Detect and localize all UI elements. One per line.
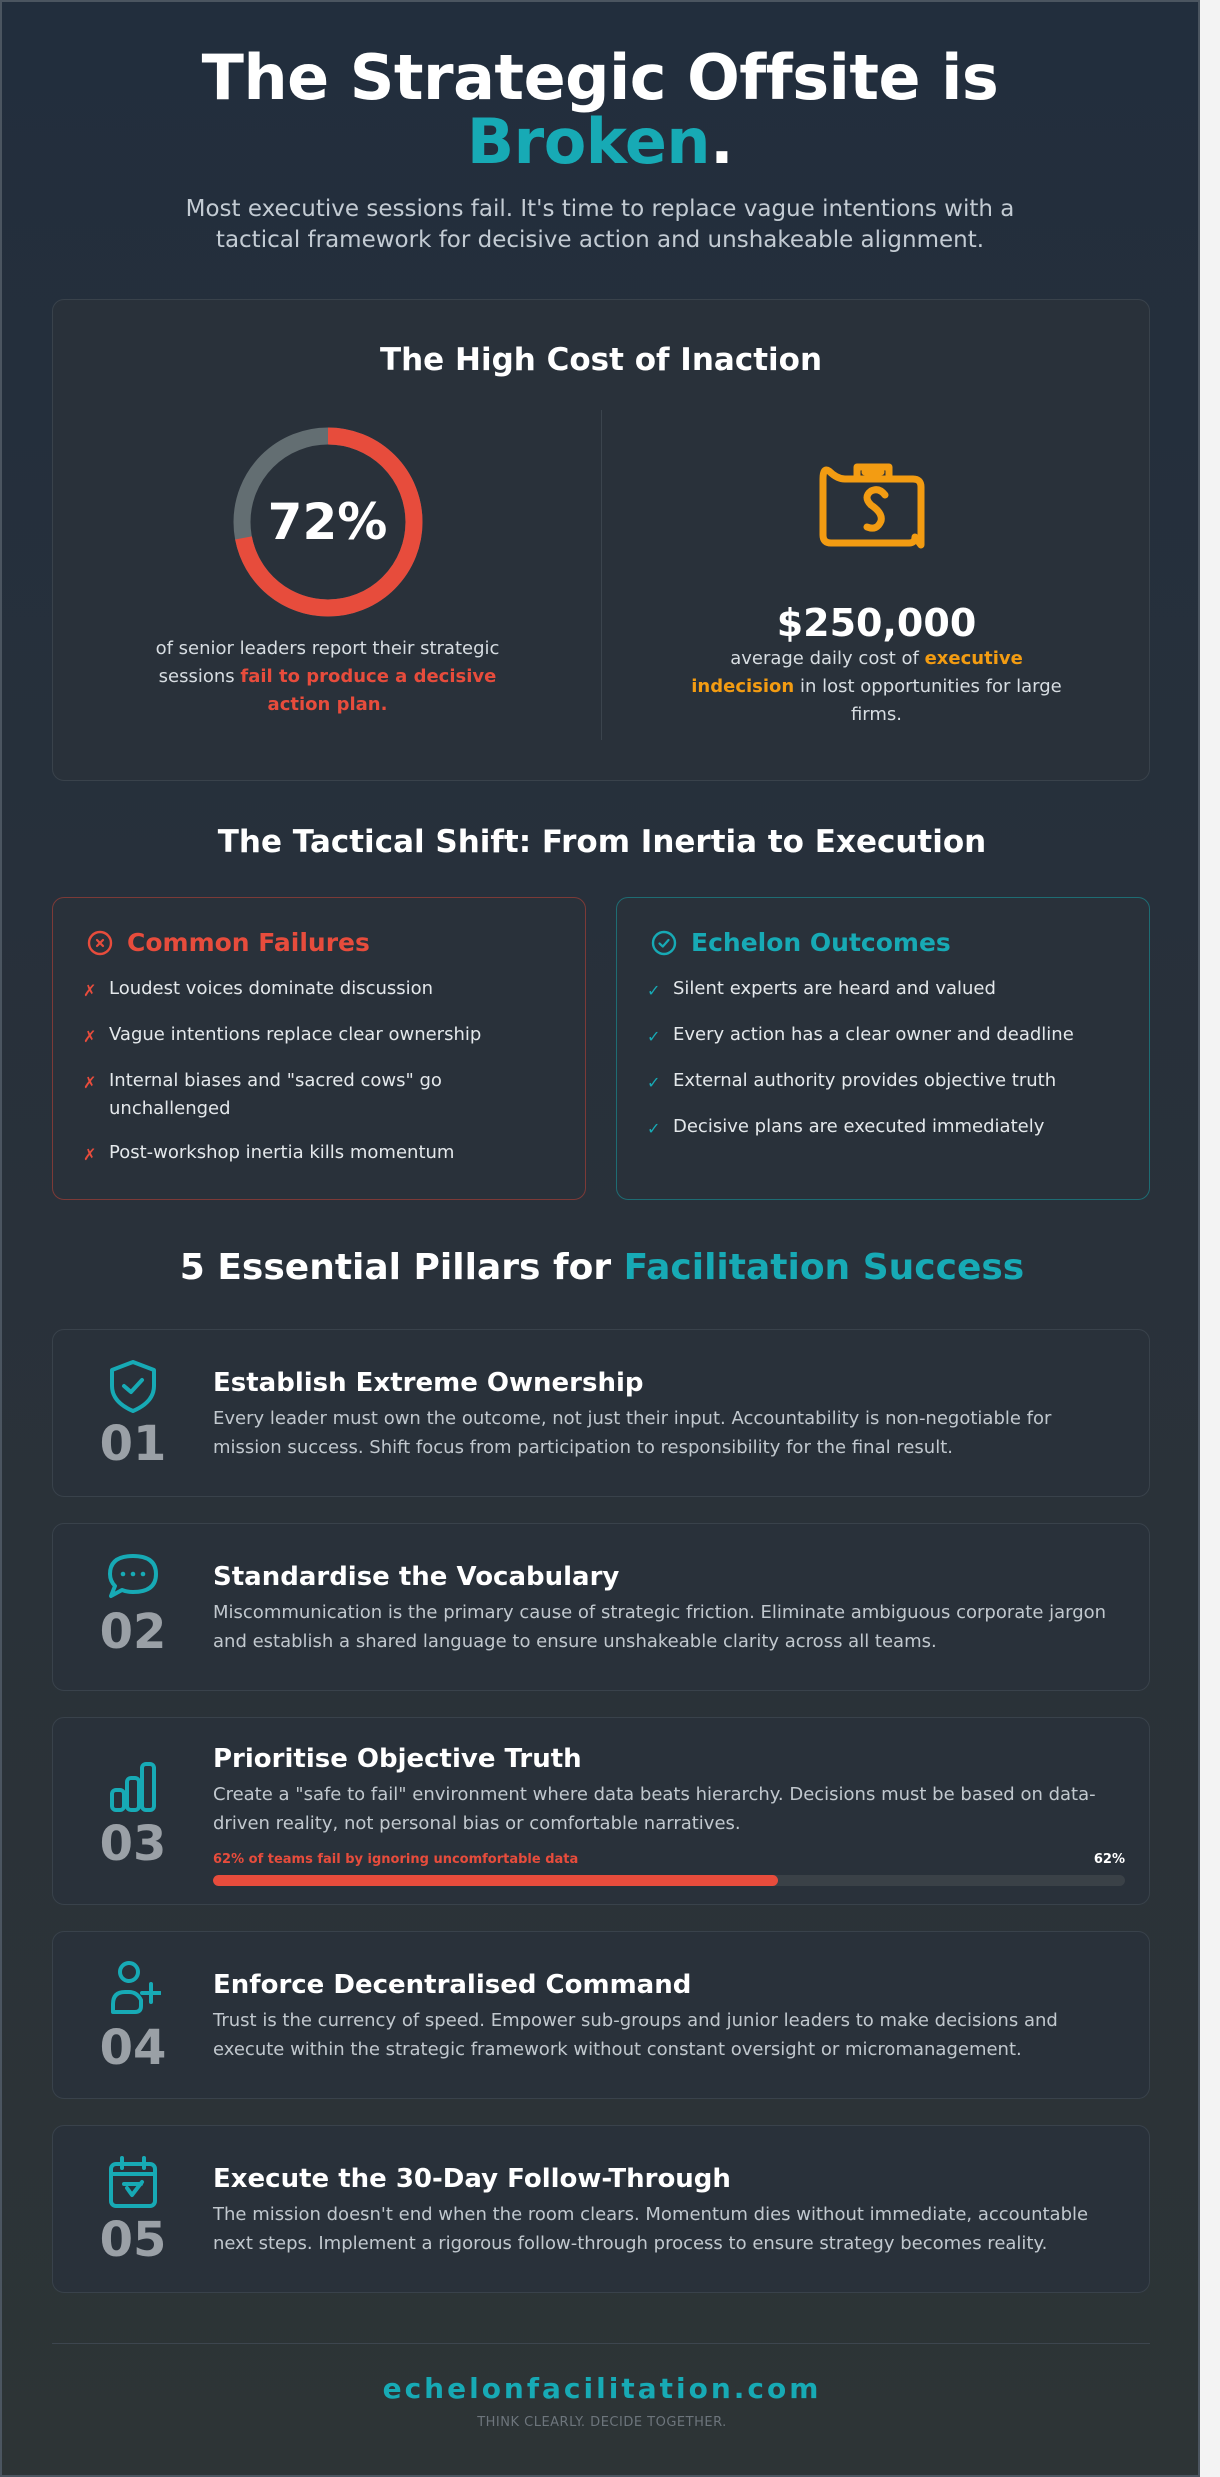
- pillars-title-accent: Facilitation Success: [623, 1247, 1025, 1288]
- hero: [2, 2, 1198, 256]
- pillar-title: Enforce Decentralised Command: [213, 1970, 692, 2000]
- check-circle-icon: [651, 930, 677, 956]
- x-mark-icon: ✗: [83, 1145, 97, 1164]
- pillar-title: Prioritise Objective Truth: [213, 1744, 582, 1774]
- list-item: [647, 975, 1119, 1005]
- pillar-title: Standardise the Vocabulary: [213, 1562, 620, 1592]
- list-item: [83, 975, 555, 1005]
- pillar-marker: [53, 1524, 213, 1690]
- pillar-text: The mission doesn't end when the room clears. Momentum dies without immediate, accountable next steps. Implement a rigorous follow-through process to ensure strategy becomes reality.: [213, 2204, 1089, 2254]
- cost-title: The High Cost of Inaction: [379, 342, 823, 378]
- common-failures-card: [52, 897, 586, 1200]
- pillar-title: Execute the 30-Day Follow-Through: [213, 2164, 731, 2194]
- footer-website-link[interactable]: echelonfacilitation.com: [382, 2372, 822, 2405]
- pillar-text: Miscommunication is the primary cause of strategic friction. Eliminate ambiguous corporate jargon and establish a shared language to ensure unshakeable clarity across all teams.: [213, 1602, 1107, 1652]
- daily-cost-value: $250,000: [776, 601, 977, 645]
- stat1-desc-highlight: fail to produce a decisive action plan.: [240, 666, 497, 715]
- title-end: .: [710, 105, 734, 178]
- check-mark-icon: ✓: [647, 1027, 661, 1046]
- progress-value: 62%: [1093, 1852, 1125, 1867]
- pillar-number: 05: [99, 2212, 167, 2268]
- progress-label: 62% of teams fail by ignoring uncomfortable data: [213, 1852, 579, 1867]
- outcome-text: Decisive plans are executed immediately: [673, 1116, 1045, 1137]
- pillar-marker: [53, 2126, 213, 2292]
- list-item: [83, 1067, 555, 1123]
- pillar-card-01: [52, 1329, 1150, 1497]
- footer-tagline: THINK CLEARLY. DECIDE TOGETHER.: [477, 2415, 727, 2430]
- pillar-body: [213, 1524, 1149, 1690]
- failure-text: Post-workshop inertia kills momentum: [109, 1142, 455, 1163]
- stat2-description: [687, 645, 1067, 729]
- user-plus-icon: [105, 1960, 161, 2018]
- pillar-card-03: [52, 1717, 1150, 1905]
- echelon-outcomes-card: [616, 897, 1150, 1200]
- outcomes-heading: [647, 928, 1119, 957]
- stat-daily-cost: [602, 415, 1151, 729]
- outcome-text: Every action has a clear owner and deadline: [673, 1024, 1074, 1045]
- list-item: [647, 1067, 1119, 1097]
- outcome-text: External authority provides objective truth: [673, 1070, 1057, 1091]
- x-circle-icon: [87, 930, 113, 956]
- pillar-body: [213, 2126, 1149, 2292]
- footer: [2, 2372, 1202, 2430]
- check-mark-icon: ✓: [647, 1119, 661, 1138]
- pillar-marker: [53, 1330, 213, 1496]
- pillars-title: [2, 1247, 1202, 1288]
- list-item: [83, 1021, 555, 1051]
- failures-heading-text: Common Failures: [127, 928, 370, 957]
- x-mark-icon: ✗: [83, 1027, 97, 1046]
- list-item: [83, 1139, 555, 1169]
- pillar-number: 03: [99, 1816, 167, 1872]
- pillar-marker: [53, 1932, 213, 2098]
- footer-divider: [52, 2343, 1150, 2344]
- failures-list: [83, 975, 555, 1169]
- calendar-check-icon: [105, 2154, 161, 2210]
- failure-text: Internal biases and "sacred cows" go unchallenged: [109, 1070, 442, 1119]
- page-title: [2, 41, 1198, 178]
- x-mark-icon: ✗: [83, 1073, 97, 1092]
- shield-check-icon: [105, 1358, 161, 1414]
- title-line1: The Strategic Offsite is: [201, 41, 999, 114]
- pillar-number: 02: [99, 1604, 167, 1660]
- pillar-body: [213, 1932, 1149, 2098]
- list-item: [647, 1021, 1119, 1051]
- donut-value: 72%: [267, 493, 388, 551]
- stat2-desc-text-end: in lost opportunities for large firms.: [794, 676, 1062, 725]
- pillar-number: 04: [99, 2020, 167, 2076]
- cost-of-inaction-card: [52, 299, 1150, 781]
- failure-text: Loudest voices dominate discussion: [109, 978, 434, 999]
- check-mark-icon: ✓: [647, 1073, 661, 1092]
- pillar-card-05: [52, 2125, 1150, 2293]
- pillar-body: [213, 1330, 1149, 1496]
- donut-chart: [233, 427, 423, 617]
- outcomes-heading-text: Echelon Outcomes: [691, 928, 951, 957]
- progress-bar: [213, 1875, 1125, 1886]
- stat2-desc-highlight: executive indecision: [691, 648, 1023, 697]
- pillar-number: 01: [99, 1416, 167, 1472]
- check-mark-icon: ✓: [647, 981, 661, 1000]
- pillar-text: Every leader must own the outcome, not just their input. Accountability is non-negotiable for mission success. Shift focus from participation to responsibility for the final result.: [213, 1408, 1052, 1458]
- pillar-body: [213, 1718, 1149, 1904]
- stat-72-percent: [53, 415, 602, 719]
- money-briefcase-icon: [817, 457, 937, 557]
- pillar-card-04: [52, 1931, 1150, 2099]
- failure-text: Vague intentions replace clear ownership: [109, 1024, 482, 1045]
- outcomes-list: [647, 975, 1119, 1143]
- stat1-description: [148, 635, 508, 719]
- failures-heading: [83, 928, 555, 957]
- progress-bar-fill: [213, 1875, 778, 1886]
- tactical-shift-title: The Tactical Shift: From Inertia to Execution: [217, 824, 987, 860]
- pillar-title: Establish Extreme Ownership: [213, 1368, 644, 1398]
- pillar-marker: [53, 1718, 213, 1904]
- title-accent: Broken: [466, 105, 711, 178]
- stat2-desc-text: average daily cost of: [730, 648, 925, 669]
- hero-subtitle: Most executive sessions fail. It's time to replace vague intentions with a tactical framework for decisive action and unshakeable alignment.: [185, 196, 1015, 253]
- x-mark-icon: ✗: [83, 981, 97, 1000]
- pillars-title-text: 5 Essential Pillars for: [179, 1247, 624, 1288]
- pillar-text: Trust is the currency of speed. Empower sub-groups and junior leaders to make decisions and execute within the strategic framework without constant oversight or micromanagement.: [213, 2010, 1058, 2060]
- outcome-text: Silent experts are heard and valued: [673, 978, 996, 999]
- pillar-text: Create a "safe to fail" environment where data beats hierarchy. Decisions must be based on data-driven reality, not personal bias or comfortable narratives.: [213, 1784, 1096, 1834]
- bar-chart-icon: [105, 1758, 161, 1814]
- stat1-desc-text: of senior leaders report their strategic sessions: [155, 638, 500, 687]
- progress-labels: [213, 1852, 1125, 1867]
- chat-bubble-icon: [105, 1552, 161, 1602]
- list-item: [647, 1113, 1119, 1143]
- pillar-card-02: [52, 1523, 1150, 1691]
